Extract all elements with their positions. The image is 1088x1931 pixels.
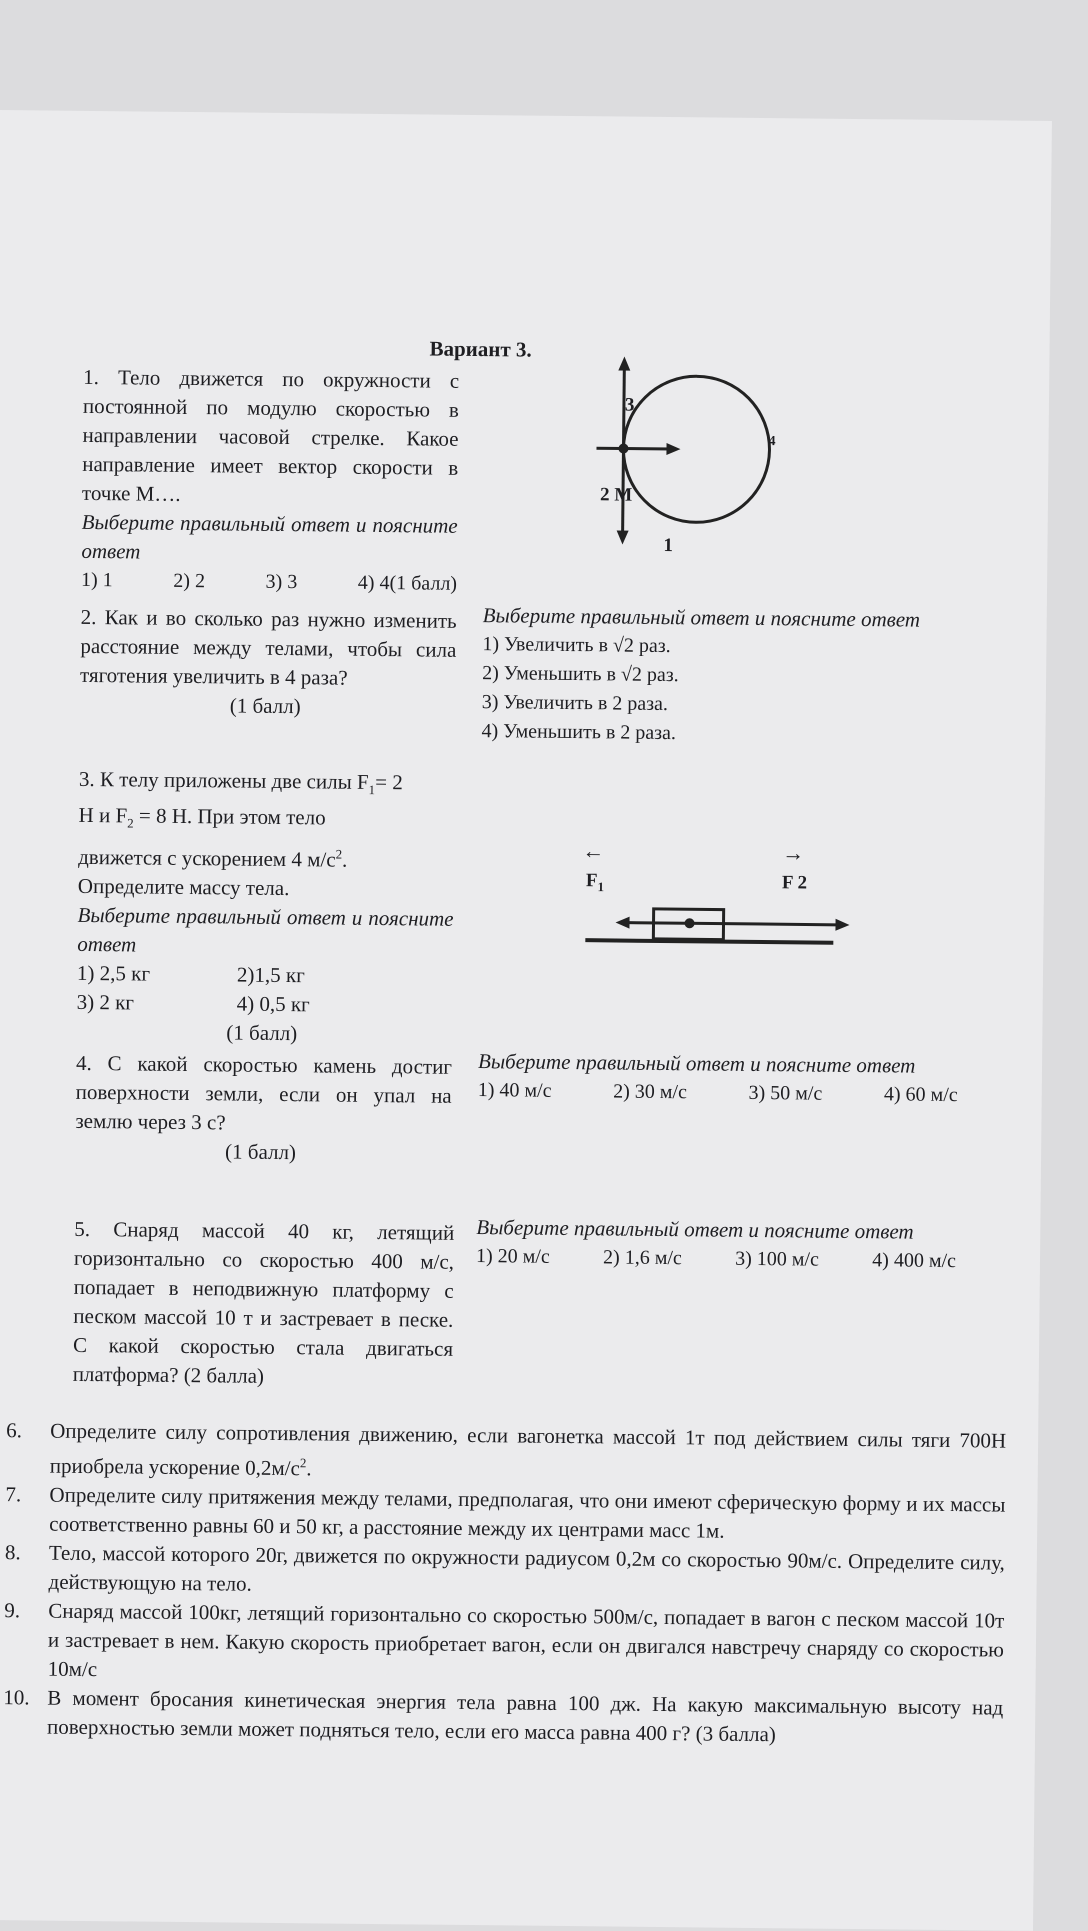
question-4-instruction: Выберите правильный ответ и поясните ответ [477, 1049, 916, 1078]
question-3-line-4: Определите массу тела. [77, 874, 290, 901]
question-2-points: (1 балл) [229, 693, 301, 719]
question-4-text: 4. С какой скоростью камень достиг поверхности земли, если он упал на землю через 3 с? [75, 1050, 453, 1135]
question-4-answers [478, 1047, 959, 1110]
center-point [684, 918, 694, 928]
option-3: 3) 2 кг [76, 990, 135, 1015]
question-2 [80, 603, 457, 723]
option-4: 4) 400 м/с [872, 1249, 957, 1273]
option-2: 2) 30 м/с [613, 1080, 688, 1104]
option-2: 2)1,5 кг [236, 962, 305, 988]
question-3-points: (1 балл) [226, 1020, 298, 1046]
question-2-instruction: Выберите правильный ответ и поясните ответ [482, 603, 921, 632]
label-1: 1 [663, 534, 674, 557]
question-8: 8. Тело, массой которого 20г, движется по окружности радиусом 0,2м со скоростью 90м/с. Определите силу, действующую на тело. [4, 1540, 1005, 1596]
question-1 [81, 363, 459, 599]
arrow-left-icon [615, 916, 629, 928]
arrow-down-icon [616, 530, 628, 544]
label-3: 3 [624, 394, 635, 416]
force-diagram [581, 900, 872, 953]
question-2-text: 2. Как и во сколько раз нужно изменить расстояние между телами, чтобы сила тяготения увеличить в 4 раза? [79, 604, 457, 690]
option-1: 1) 1 [80, 568, 113, 592]
force-line [628, 923, 838, 925]
option-4: 4) 0,5 кг [236, 991, 310, 1017]
label-f1: $F_1$ [585, 870, 605, 895]
question-3-options-b [77, 988, 453, 1021]
question-4-options [478, 1076, 958, 1110]
option-3: 3) 50 м/с [748, 1081, 823, 1105]
question-10: 10. В момент бросания кинетическая энергия тела равна 100 дж. На какую максимальную высоту над поверхностью земли может подняться тело, если его масса равна 400 г? (3 балла) [3, 1685, 1004, 1747]
option-4: 4) Уменьшить в 2 раза. [481, 720, 677, 745]
option-1: 1) 20 м/с [475, 1245, 550, 1268]
question-1-text: 1. Тело движется по окружности с постоянной по модулю скоростью в направлении часовой стрелке. Какое направление имеет вектор скорости в точке М…. [81, 364, 460, 506]
question-4 [75, 1049, 452, 1169]
label-2m: 2 М [599, 484, 633, 506]
question-6: 6. Определите силу сопротивления движению, если вагонетка массой 1т под действием силы тяги 700Н приобрела ускорение $0,2м/с^2$. [6, 1418, 1007, 1481]
arrow-up-icon [618, 356, 630, 370]
option-4: 4) 60 м/с [883, 1083, 958, 1107]
question-9: 9. Снаряд массой 100кг, летящий горизонтально со скоростью 500м/с, попадает в вагон с песком массой 10т и застревает в нем. Какую скорость приобретает вагон, если он двигался навстречу снаряду со скоростью 10м/с [4, 1598, 1005, 1682]
option-1: 1) 40 м/с [477, 1079, 552, 1102]
paper-sheet [0, 110, 1052, 1931]
question-3 [76, 765, 455, 1050]
question-1-instruction: Выберите правильный ответ и поясните ответ [81, 509, 458, 564]
question-5-options [476, 1242, 956, 1276]
point-m [618, 443, 628, 453]
question-5 [73, 1215, 455, 1393]
option-3: 3) Увеличить в 2 раза. [481, 691, 669, 716]
option-1: 1) Увеличить в √2 раз. [482, 633, 671, 658]
option-3: 3) 100 м/с [735, 1247, 820, 1271]
question-4-points: (1 балл) [224, 1139, 297, 1165]
f1-arrow-icon: ← [582, 838, 605, 864]
option-4: 4) 4(1 балл) [357, 571, 458, 595]
question-3-instruction: Выберите правильный ответ и поясните ответ [77, 903, 454, 957]
horizontal-axis [595, 448, 672, 449]
question-1-options [81, 566, 457, 599]
f2-arrow-icon: → [782, 840, 805, 866]
label-f2: F 2 [781, 872, 808, 894]
question-3-line-3: движется с ускорением 4 $м/с^2$. [78, 845, 348, 873]
question-5-instruction: Выберите правильный ответ и поясните ответ [476, 1215, 914, 1244]
circle-diagram [595, 354, 837, 557]
label-4: 4 [768, 434, 776, 450]
question-5-answers [476, 1213, 957, 1276]
question-7: 7. Определите силу притяжения между телами, предполагая, что они имеют сферическую форму и их массы соответственно равны 60 и 50 кг, а расстояние между их центрами масс 1м. [5, 1482, 1006, 1543]
arrow-right-icon [835, 919, 849, 931]
question-3-options-a [77, 959, 453, 992]
question-5-text: 5. Снаряд массой 40 кг, летящий горизонтально со скоростью 400 м/с, попадает в неподвижную платформу с песком массой 10 т и застревает в песке. С какой скоростью стала двигаться платформа? (2 балла) [72, 1216, 455, 1388]
option-1: 1) 2,5 кг [76, 961, 151, 986]
option-2: 2) 1,6 м/с [602, 1246, 682, 1270]
question-3-line-2: Н и $F_2 = 8$ Н. При этом тело [78, 803, 326, 831]
question-2-answers [481, 601, 942, 751]
numbered-questions [3, 1416, 1006, 1751]
arrow-right-icon [666, 443, 680, 455]
option-2: 2) Уменьшить в √2 раз. [482, 662, 679, 687]
option-2: 2) 2 [173, 569, 206, 593]
variant-title: Вариант 3. [429, 336, 532, 362]
question-3-line-1: 3. К телу приложены две силы $F_1= 2$ [78, 766, 403, 798]
option-3: 3) 3 [265, 570, 298, 594]
